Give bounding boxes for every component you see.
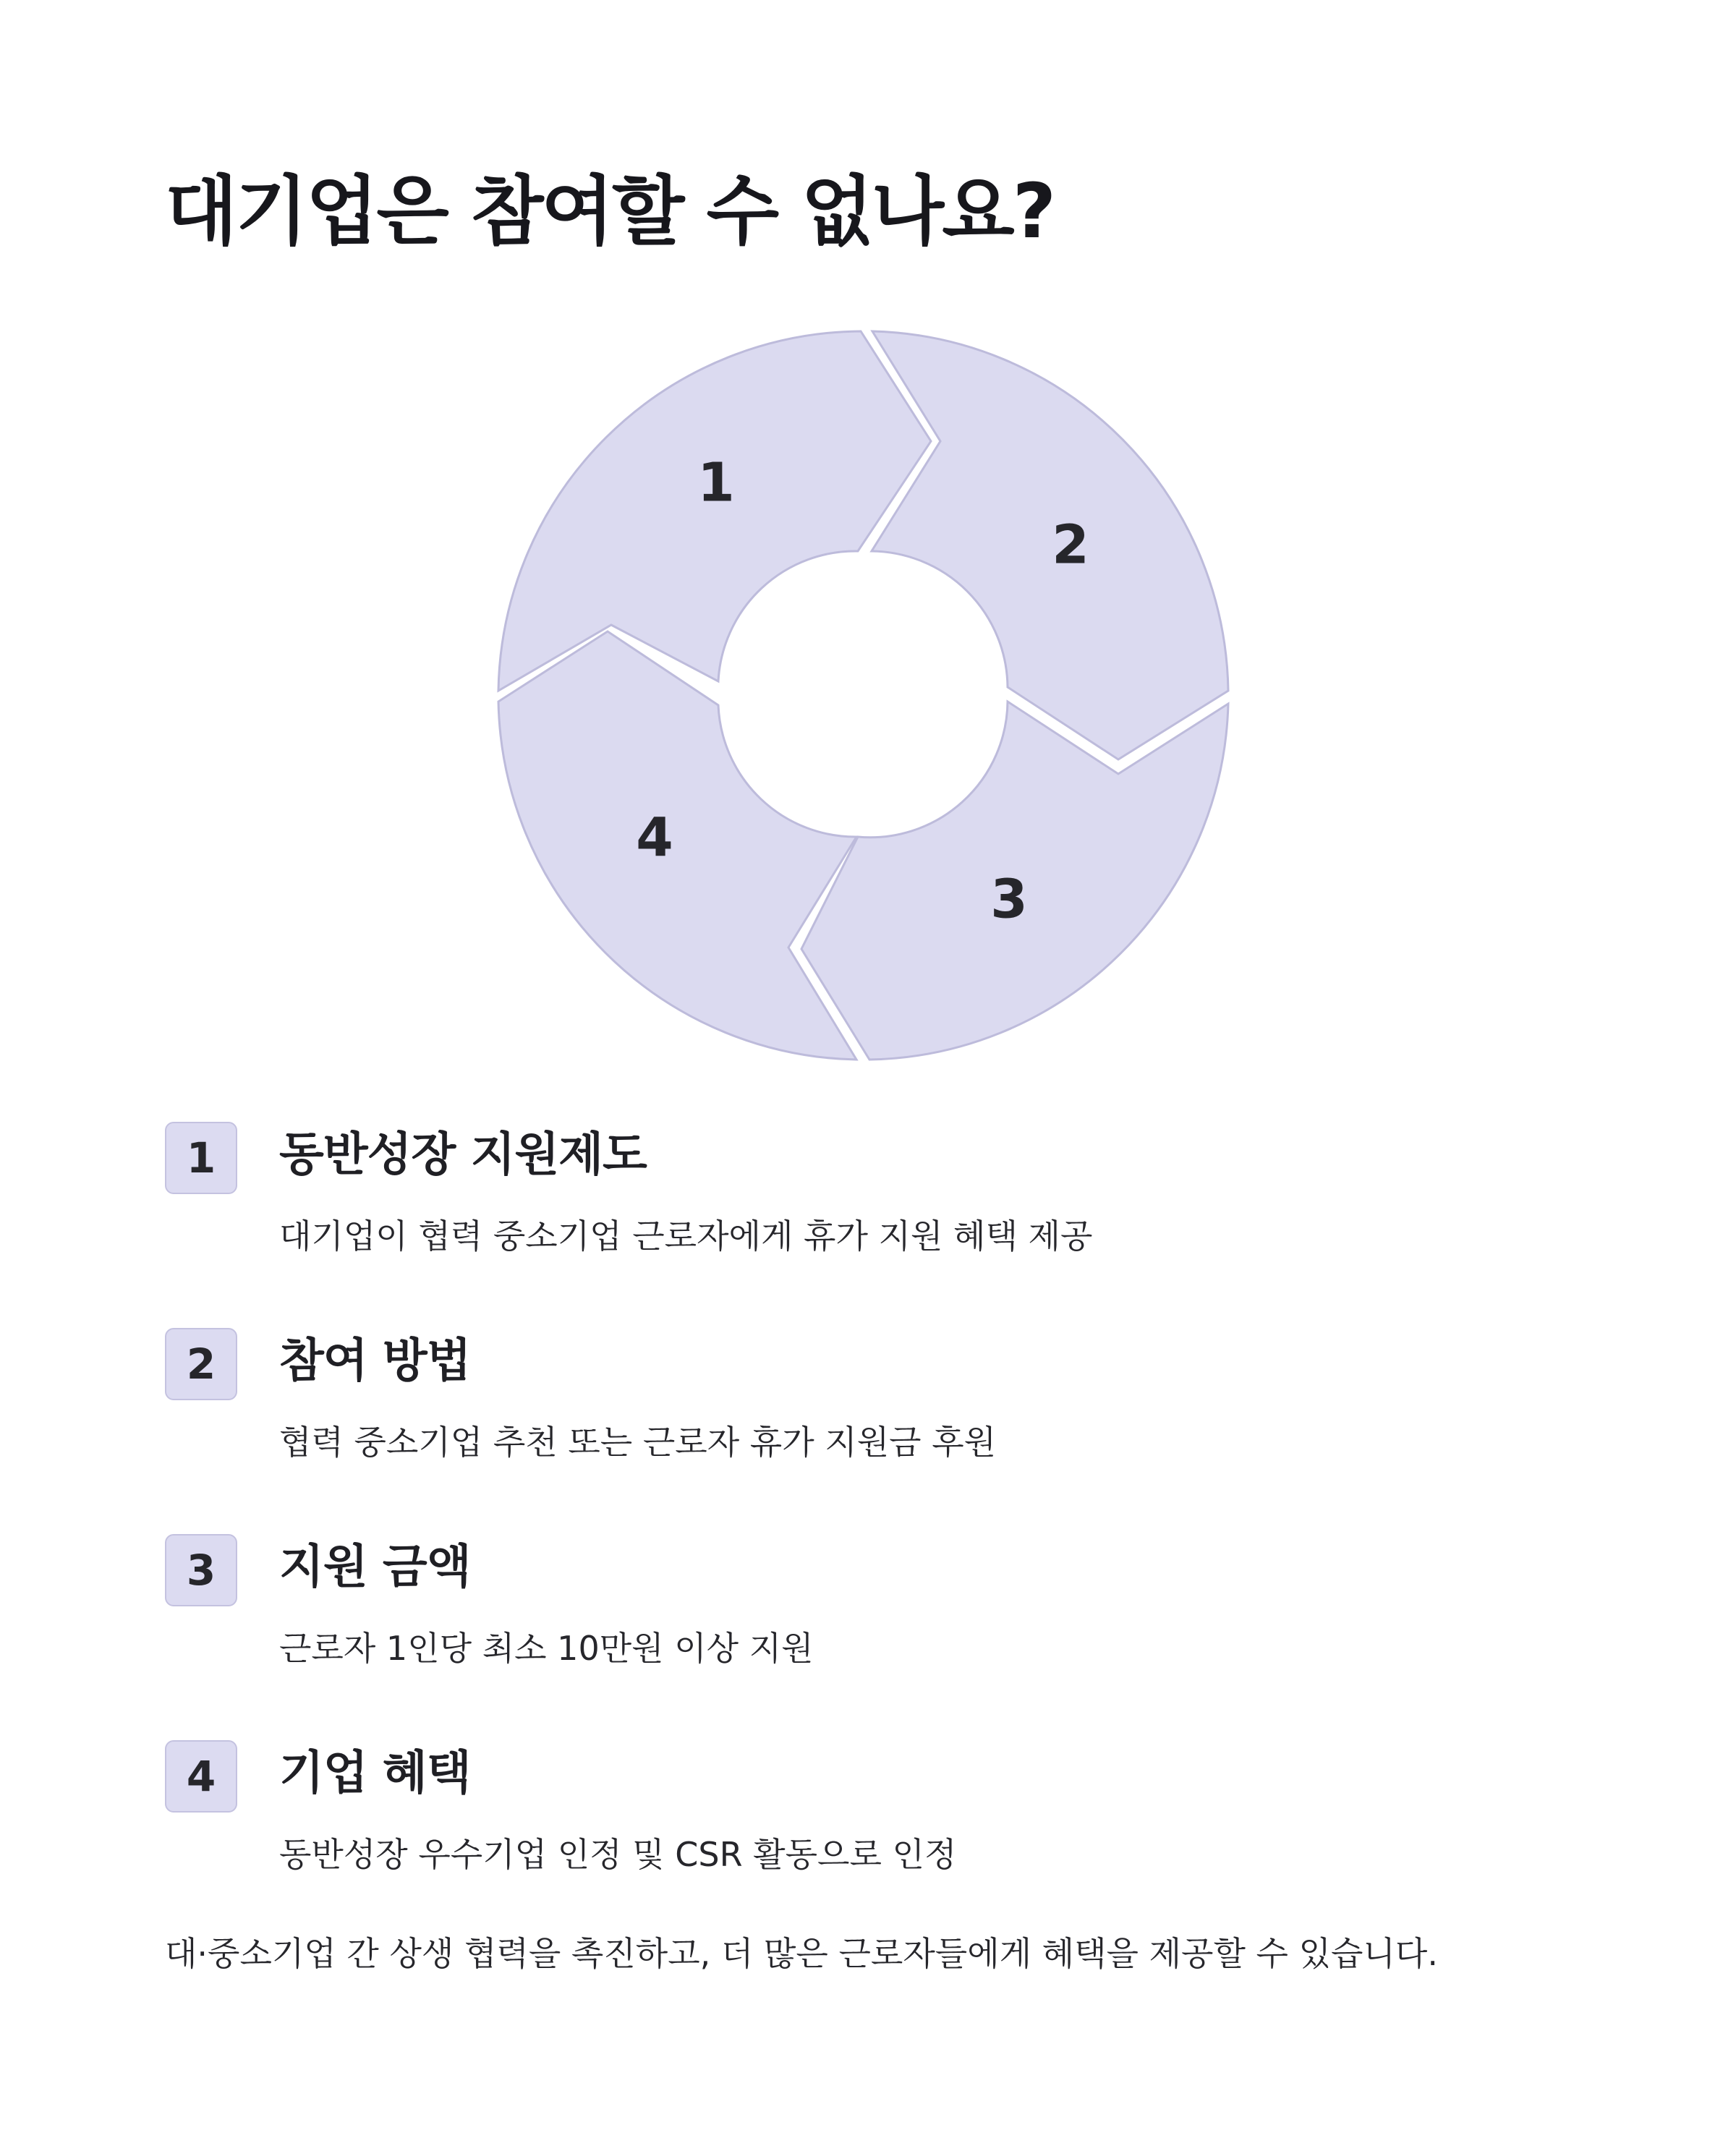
list-item (165, 1324, 1612, 1530)
number-badge: 2 (165, 1328, 237, 1400)
item-title: 참여 방법 (279, 1334, 471, 1388)
item-description: 협력 중소기업 추천 또는 근로자 휴가 지원금 후원 (279, 1423, 997, 1462)
page-title: 대기업은 참여할 수 없나요? (165, 167, 1055, 255)
number-badge: 4 (165, 1740, 237, 1813)
number-badge: 1 (165, 1122, 237, 1194)
item-title: 지원 금액 (279, 1541, 471, 1594)
list-item (165, 1736, 1612, 1942)
segment-label-3: 3 (990, 868, 1028, 931)
cycle-segment-1 (498, 331, 931, 691)
cycle-segment-2 (872, 331, 1228, 759)
item-title: 동반성장 지원제도 (279, 1128, 647, 1182)
cycle-segment-4 (498, 631, 856, 1060)
item-description: 근로자 1인당 최소 10만원 이상 지원 (279, 1629, 814, 1668)
segment-label-2: 2 (1052, 514, 1089, 576)
item-title: 기업 혜택 (279, 1747, 471, 1800)
number-badge: 3 (165, 1534, 237, 1606)
segment-label-4: 4 (636, 806, 673, 869)
cycle-segment-3 (801, 702, 1228, 1060)
item-description: 대기업이 협력 중소기업 근로자에게 휴가 지원 혜택 제공 (279, 1217, 1093, 1256)
list-item (165, 1530, 1612, 1736)
segment-label-1: 1 (697, 451, 735, 514)
item-description: 동반성장 우수기업 인정 및 CSR 활동으로 인정 (279, 1835, 957, 1874)
item-list (165, 1117, 1612, 1942)
footer-note: 대·중소기업 간 상생 협력을 촉진하고, 더 많은 근로자들에게 혜택을 제공할 수 있습니다. (165, 1934, 1438, 1973)
list-item (165, 1117, 1612, 1324)
